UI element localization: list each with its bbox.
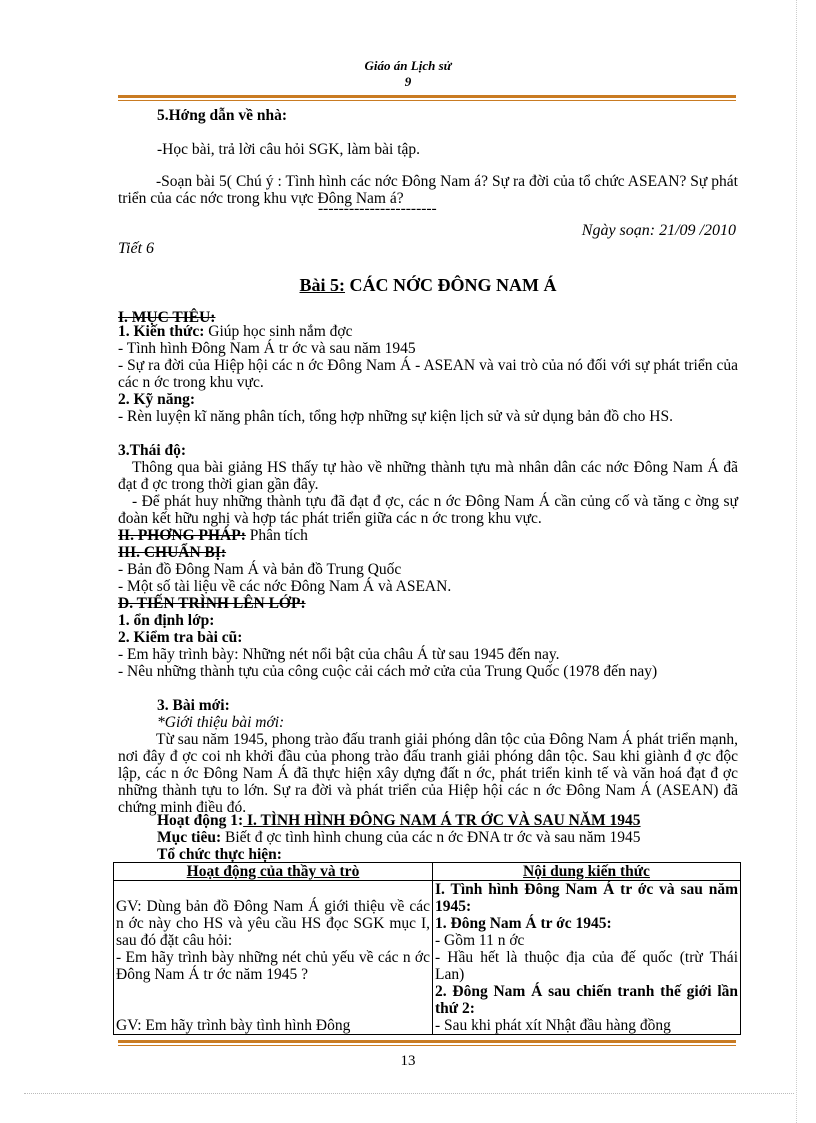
content-item-3: - Sau khi phát xít Nhật đầu hàng đồng [435, 1017, 671, 1034]
implementation-label: Tổ chức thực hiện: [157, 846, 282, 863]
content-item-1: - Gồm 11 n ớc [435, 932, 525, 949]
header-rule-thin [118, 100, 736, 101]
method-text: Phân tích [245, 527, 308, 544]
knowledge-item-1: - Tình hình Đông Nam Á tr ớc và sau năm 1945 [118, 340, 416, 357]
table-header-row [114, 863, 741, 881]
content-heading-1: I. Tình hình Đông Nam Á tr ớc và sau năm 1945: [435, 881, 738, 915]
section5-line2: -Soạn bài 5( Chú ý : Tình hình các nớc Đông Nam á? Sự ra đời của tổ chức ASEAN? Sự phát triển của các nớc trong khu vực Đông Nam á? [118, 173, 738, 207]
section5-title: 5.Hớng dẫn về nhà: [157, 107, 288, 124]
knowledge-label: 1. Kiến thức: [118, 323, 205, 340]
intro-paragraph: Từ sau năm 1945, phong trào đấu tranh giải phóng dân tộc của Đông Nam Á phát triển mạnh, nơi đây đ ợc coi nh khởi đầu của phong trào đấu tranh giải phóng dân tộc. Sau khi giành đ ợc độc lập, các n ớc Đông Nam Á đã thực hiện xây dựng đất n ớc, phát triển kinh tế và văn hoá đạt đ ợc những thành tựu to lớn. Sự ra đời và phát triển của Hiệp hội các n ớc Đông Nam Á (ASEAN) đã chứng minh điều đó. [118, 731, 738, 816]
activity-label: Hoạt động 1: [157, 812, 244, 829]
section5-line1: -Học bài, trả lời câu hỏi SGK, làm bài tập. [157, 141, 421, 158]
table-cell-activities [114, 881, 433, 1035]
content-item-2: - Hầu hết là thuộc địa của đế quốc (trừ Thái Lan) [435, 949, 738, 983]
intro-label: *Giới thiệu bài mới: [157, 714, 285, 731]
activity-table [113, 862, 741, 1035]
check-question-1: - Em hãy trình bày: Những nét nổi bật của châu Á từ sau 1945 đến nay. [118, 646, 560, 663]
class-organization: 1. ổn định lớp: [118, 612, 215, 629]
prep-date: Ngày soạn: 21/09 /2010 [581, 222, 736, 239]
content-subheading-2: 2. Đông Nam Á sau chiến tranh thế giới lần thứ 2: [435, 983, 738, 1017]
attitude-item-1: Thông qua bài giảng HS thấy tự hào về những thành tựu mà nhân dân các nớc Đông Nam Á đã đạt đ ợc trong thời gian gần đây. [118, 459, 738, 493]
prep-item-2: - Một số tài liệu về các nớc Đông Nam Á và ASEAN. [118, 578, 452, 595]
table-cell-content [433, 881, 741, 1035]
header-rule [118, 95, 736, 98]
attitude-label: 3.Thái độ: [118, 442, 187, 459]
page-edge-dotted [24, 1093, 794, 1094]
process-heading: D. TIẾN TRÌNH LÊN LỚP: [118, 595, 306, 612]
objectives-heading: I. MỤC TIÊU: [118, 309, 216, 326]
goal-line [157, 829, 737, 846]
period-label: Tiết 6 [118, 240, 155, 257]
teacher-question-1: - Em hãy trình bày những nét chủ yếu về các n ớc Đông Nam Á tr ớc năm 1945 ? [116, 949, 430, 983]
activity-title: I. TÌNH HÌNH ĐÔNG NAM Á TR ỚC VÀ SAU NĂM 1945 [243, 812, 641, 829]
skills-item-1: - Rèn luyện kĩ năng phân tích, tổng hợp những sự kiện lịch sử và sử dụng bản đồ cho HS. [118, 408, 673, 425]
goal-label: Mục tiêu: [157, 829, 222, 846]
running-header-title: Giáo án Lịch sử [364, 58, 452, 73]
content-subheading-1: 1. Đông Nam Á tr ớc 1945: [435, 915, 612, 932]
check-question-2: - Nêu những thành tựu của công cuộc cải cách mở cửa của Trung Quốc (1978 đến nay) [118, 663, 658, 680]
attitude-item-2: - Để phát huy những thành tựu đã đạt đ ợc, các n ớc Đông Nam Á cần củng cố và tăng c ờng sự đoàn kết hữu nghị và hợp tác phát triển giữa các n ớc trong khu vực. [118, 493, 738, 527]
method-line [118, 527, 738, 544]
goal-text: Biết đ ợc tình hình chung của các n ớc ĐNA tr ớc và sau năm 1945 [221, 829, 641, 846]
knowledge-text: Giúp học sinh nắm đợc [204, 323, 353, 340]
section-divider: ----------------------- [318, 200, 437, 217]
table-header-teacher-student: Hoạt động của thầy và trò [114, 863, 433, 881]
knowledge-line [118, 323, 738, 340]
lesson-title [118, 275, 738, 295]
method-heading: II. PHƠNG PHÁP: [118, 527, 246, 544]
lesson-label: Bài 5: [299, 275, 346, 295]
prep-heading: III. CHUẨN BỊ: [118, 544, 227, 561]
knowledge-item-2: - Sự ra đời của Hiệp hội các n ớc Đông Nam Á - ASEAN và vai trò của nó đối với sự phát triển của các n ớc trong khu vực. [118, 357, 738, 391]
footer-rule [118, 1040, 736, 1043]
table-header-content: Nội dung kiến thức [433, 863, 741, 881]
table-row [114, 881, 741, 1035]
skills-label: 2. Kỹ năng: [118, 391, 196, 408]
running-header-subtitle: 9 [404, 74, 412, 89]
teacher-activity-1: GV: Dùng bản đồ Đông Nam Á giới thiệu về các n ớc này cho HS và yêu cầu HS đọc SGK mục I, sau đó đặt câu hỏi: [116, 898, 430, 949]
activity-1-line [157, 812, 737, 829]
page-number: 13 [400, 1053, 416, 1069]
page-edge-dotted-vertical [796, 0, 797, 1123]
lesson-name: CÁC NỚC ĐÔNG NAM Á [345, 275, 557, 295]
new-lesson-heading: 3. Bài mới: [157, 697, 230, 714]
prep-item-1: - Bản đồ Đông Nam Á và bản đồ Trung Quốc [118, 561, 402, 578]
old-lesson-check: 2. Kiểm tra bài cũ: [118, 629, 243, 646]
footer-rule-thin [118, 1045, 736, 1046]
teacher-activity-2: GV: Em hãy trình bày tình hình Đông [116, 1017, 351, 1034]
